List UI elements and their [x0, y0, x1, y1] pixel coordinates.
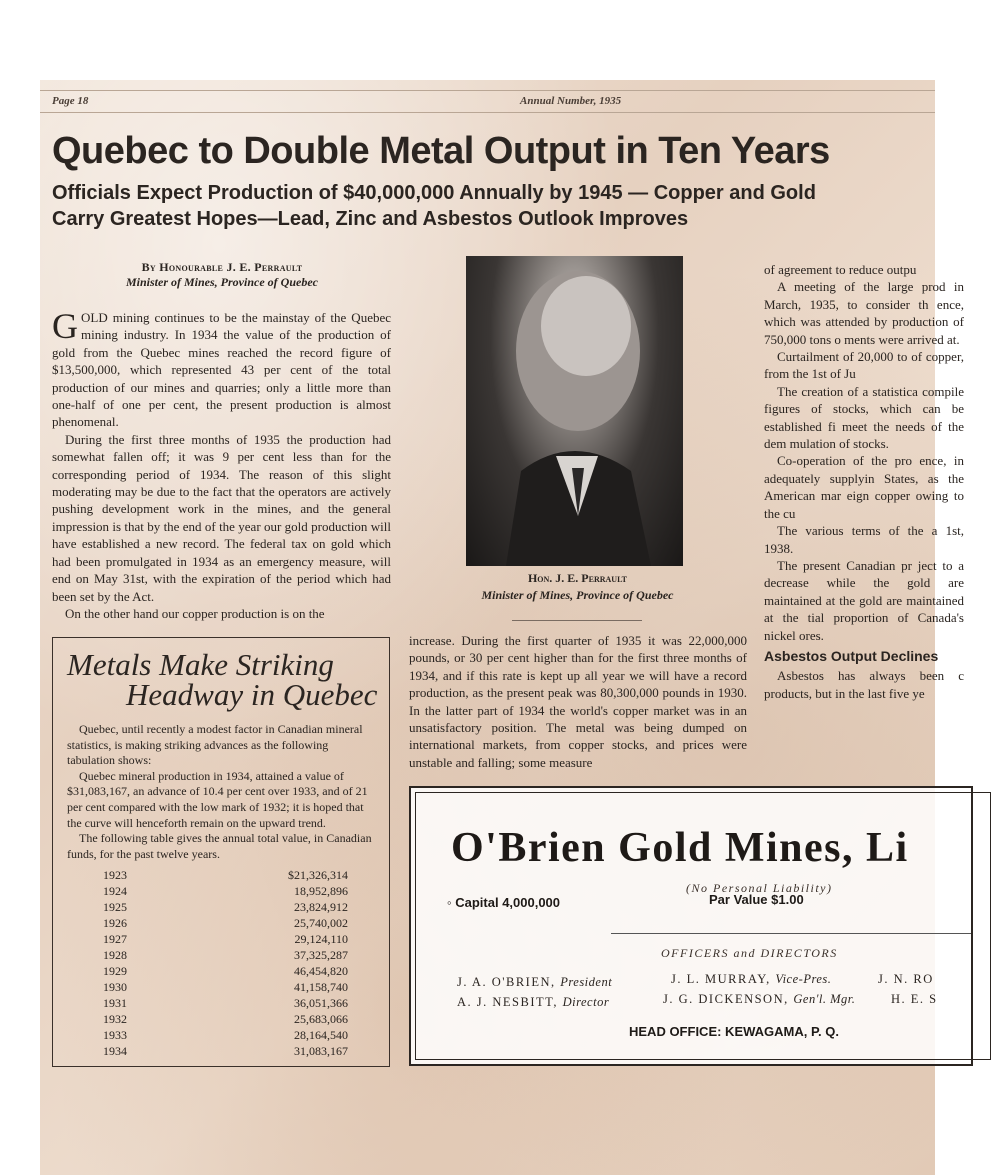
- paragraph: Co-operation of the pro ence, in adequately supplyin States, as the American mar eign copper owing to the cu: [764, 453, 964, 521]
- ad-divider: [611, 933, 971, 934]
- table-year: 1931: [103, 996, 127, 1010]
- table-value: 28,164,540: [294, 1028, 348, 1042]
- header-rule-top: [40, 90, 935, 91]
- paragraph: of agreement to reduce outpu: [764, 262, 917, 277]
- advertisement: [409, 786, 973, 1066]
- officer-role: President: [560, 975, 613, 989]
- issue-label: Annual Number, 1935: [520, 95, 622, 107]
- table-year: 1929: [103, 964, 127, 978]
- table-value: 36,051,366: [294, 996, 348, 1010]
- table-value: 25,740,002: [294, 916, 348, 930]
- sidebar-box: [52, 637, 390, 1067]
- table-value: 46,454,820: [294, 964, 348, 978]
- table-year: 1928: [103, 948, 127, 962]
- drop-cap: G: [52, 306, 78, 346]
- ad-officer: [457, 975, 612, 990]
- caption-title: Minister of Mines, Province of Quebec: [481, 588, 674, 602]
- table-year: 1927: [103, 932, 127, 946]
- table-year: 1926: [103, 916, 127, 930]
- author-title: Minister of Mines, Province of Quebec: [126, 275, 318, 289]
- author-name: By Honourable J. E. Perrault: [141, 260, 303, 274]
- portrait-photo: [466, 256, 683, 566]
- table-value: 18,952,896: [294, 884, 348, 898]
- paragraph: The creation of a statistica compile figures of stocks, which can be established fi meet the needs of the dem mulation of stocks.: [764, 383, 964, 452]
- table-value: 29,124,110: [294, 932, 348, 946]
- table-year: 1925: [103, 900, 127, 914]
- paragraph: Curtailment of 20,000 to of copper, from the 1st of Ju: [764, 349, 964, 382]
- left-column: [52, 306, 391, 622]
- right-column: [764, 261, 964, 702]
- ad-officer: H. E. S: [891, 992, 938, 1006]
- paragraph: The present Canadian pr ject to a decrease while the gold are maintained at the gold are maintained at the tial proportion of Canada's nickel ores.: [764, 557, 964, 643]
- page-number: Page 18: [52, 95, 89, 107]
- paragraph: increase. During the first quarter of 1935 it was 22,000,000 pounds, or 30 per cent higher than for the first three months of 1934, and if this rate is kept up all year we will have a record production, as the present peak was 80,300,000 pounds in 1930. In the latter part of 1934 the world's copper market was in an unsatisfactory position. The metal was being dumped on international markets, from copper stocks, and prices were unstable and falling; some measure: [409, 633, 747, 770]
- sidebar-title-line1: Metals Make Striking: [67, 647, 334, 682]
- table-value: 23,824,912: [294, 900, 348, 914]
- ad-liability: (No Personal Liability): [686, 881, 833, 895]
- paragraph: Quebec mineral production in 1934, attained a value of $31,083,167, an advance of 10.4 per cent over 1933, and of 21 per cent compared with the low mark of 1932; it is hoped that the curve will henceforth remain on the upward trend.: [67, 768, 368, 830]
- table-value: 41,158,740: [294, 980, 348, 994]
- ad-par-value: Par Value $1.00: [709, 892, 804, 907]
- table-year: 1923: [103, 868, 127, 882]
- paragraph: The various terms of the a 1st, 1938.: [764, 523, 964, 556]
- ad-officer: [671, 972, 831, 987]
- ad-officer: [663, 992, 855, 1007]
- table-value: $21,326,314: [288, 868, 348, 882]
- article-headline: Quebec to Double Metal Output in Ten Years: [52, 130, 830, 172]
- paragraph: The following table gives the annual total value, in Canadian funds, for the past twelve years.: [67, 831, 372, 861]
- table-year: 1930: [103, 980, 127, 994]
- table-year: 1933: [103, 1028, 127, 1042]
- table-year: 1924: [103, 884, 127, 898]
- sidebar-title: [67, 647, 378, 712]
- ad-company-name: O'Brien Gold Mines, Li: [451, 825, 909, 871]
- paragraph: On the other hand our copper production is on the: [65, 605, 325, 621]
- magazine-page: [40, 80, 964, 1175]
- officer-name: J. A. O'BRIEN,: [457, 975, 556, 989]
- officer-name: J. L. MURRAY,: [671, 972, 771, 986]
- ad-head-office: HEAD OFFICE: KEWAGAMA, P. Q.: [629, 1024, 839, 1039]
- portrait-figure: [466, 256, 683, 566]
- paragraph: During the first three months of 1935 the production had somewhat fallen off; it was 9 per cent less than for the corresponding period of 1934. The reason of this slight moderating may be due to the fact that the operators are actively pushing development work in the mines, and the general impression is that by the end of the year our gold production will have established a new record. The federal tax on gold which had been promulgated in 1934 as an emergency measure, will end on May 31st, with the expiration of the period which had been set by the Act.: [52, 431, 391, 604]
- officer-role: Vice-Pres.: [775, 972, 832, 986]
- table-year: 1932: [103, 1012, 127, 1026]
- table-value: 25,683,066: [294, 1012, 348, 1026]
- table-value: 31,083,167: [294, 1044, 348, 1058]
- paragraph: A meeting of the large prod in March, 1935, to consider th ence, which was attended by production of 750,000 tons o ments were arrived at.: [764, 279, 964, 347]
- article-subheadline: Officials Expect Production of $40,000,000 Annually by 1945 — Copper and Gold Carry Greatest Hopes—Lead, Zinc and Asbestos Outlook Improves: [52, 182, 816, 230]
- sidebar-text: [67, 722, 377, 862]
- officer-role: Gen'l. Mgr.: [793, 992, 856, 1006]
- header-rule-bottom: [40, 112, 935, 113]
- ad-officer: [457, 995, 609, 1010]
- ad-capital: [447, 895, 560, 910]
- paragraph: [52, 306, 391, 431]
- table-value: 37,325,287: [294, 948, 348, 962]
- officer-name: A. J. NESBITT,: [457, 995, 558, 1009]
- middle-column: [409, 632, 747, 771]
- caption-rule: [512, 620, 642, 621]
- officer-name: J. G. DICKENSON,: [663, 992, 789, 1006]
- sidebar-title-line2: Headway in Quebec: [126, 677, 378, 712]
- paragraph-text: OLD mining continues to be the mainstay of the Quebec mining industry. In 1934 the value of the production of gold from the Quebec mines reached the record figure of $13,500,000, which represented 43 per cent of the total production of our mines and quarries; only a little more than one-half of one per cent, the present production is almost phenomenal.: [52, 310, 391, 430]
- byline: [52, 260, 392, 290]
- section-heading: Asbestos Output Declines: [764, 647, 939, 664]
- ad-officers-heading: OFFICERS and DIRECTORS: [661, 946, 838, 960]
- ad-officer: J. N. RO: [878, 972, 934, 986]
- bullet-icon: ◦: [447, 895, 456, 910]
- ad-capital-text: Capital 4,000,000: [455, 895, 561, 910]
- table-year: 1934: [103, 1044, 127, 1058]
- caption-name: Hon. J. E. Perrault: [527, 571, 628, 585]
- officer-role: Director: [562, 995, 610, 1009]
- photo-caption: [435, 570, 720, 604]
- paragraph: Asbestos has always been c products, but in the last five ye: [764, 668, 964, 701]
- paragraph: Quebec, until recently a modest factor in Canadian mineral statistics, is making striking advances as the following tabulation shows:: [67, 722, 363, 768]
